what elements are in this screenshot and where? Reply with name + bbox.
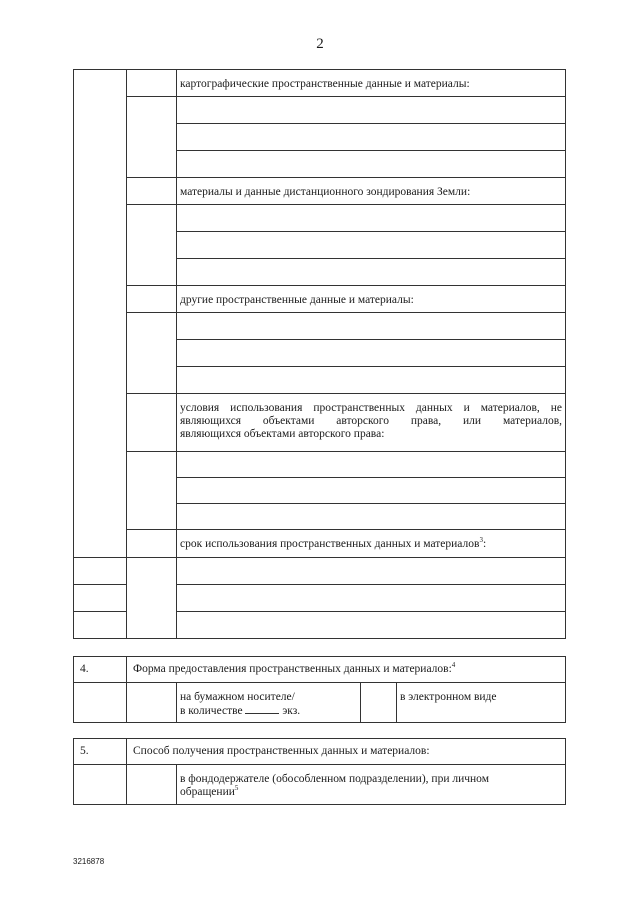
checkbox-cell[interactable]: [127, 178, 177, 205]
checkbox-cell[interactable]: [127, 286, 177, 313]
usage-term-line-3[interactable]: [177, 612, 566, 639]
electronic-option: в электронном виде: [397, 683, 566, 723]
other-data-side-cell: [127, 313, 177, 394]
usage-term-label: [177, 530, 566, 558]
in-person-option: [177, 765, 566, 805]
usage-term-line-2[interactable]: [177, 585, 566, 612]
cartographic-label: картографические пространственные данные и материалы:: [177, 70, 566, 97]
remote-sensing-line-2[interactable]: [177, 232, 566, 259]
usage-conditions-line-a[interactable]: [177, 452, 566, 478]
usage-conditions-label: [177, 394, 566, 452]
checkbox-cell[interactable]: [127, 530, 177, 558]
usage-conditions-line-1: условия использования пространственных данных и материалов, не: [180, 402, 562, 414]
remote-sensing-side-cell: [127, 205, 177, 286]
paper-quantity-field[interactable]: [245, 704, 279, 714]
usage-term-text: срок использования пространственных данных и материалов: [180, 538, 480, 550]
paper-quantity-suffix: экз.: [282, 705, 301, 717]
section-4-blank-cell: [74, 683, 127, 723]
section-5-number: 5.: [74, 739, 127, 765]
footnote-3: 3: [479, 536, 483, 544]
in-person-option-line-2: [180, 786, 562, 799]
spatial-data-table: [73, 69, 566, 639]
cartographic-line-1[interactable]: [177, 97, 566, 124]
in-person-option-line-1: в фондодержателе (обособленном подразделении), при личном: [180, 773, 489, 785]
section-number-cell-bottom: [74, 558, 127, 585]
footnote-5: 5: [234, 784, 239, 792]
checkbox-cell[interactable]: [127, 394, 177, 452]
other-data-label: другие пространственные данные и материалы:: [177, 286, 566, 313]
page-number: 2: [316, 36, 324, 52]
section-4-title: [127, 657, 566, 683]
remote-sensing-line-3[interactable]: [177, 259, 566, 286]
usage-term-colon: :: [482, 538, 487, 550]
in-person-option-text: обращении: [180, 786, 235, 798]
usage-conditions-side-cell: [127, 452, 177, 530]
electronic-checkbox[interactable]: [361, 683, 397, 723]
section-4-title-text: Форма предоставления пространственных данных и материалов:: [133, 663, 452, 675]
usage-term-line-1[interactable]: [177, 558, 566, 585]
remote-sensing-label: материалы и данные дистанционного зондирования Земли:: [177, 178, 566, 205]
section-5-blank-cell: [74, 765, 127, 805]
cartographic-line-2[interactable]: [177, 124, 566, 151]
usage-conditions-line-c[interactable]: [177, 504, 566, 530]
section-5-title: Способ получения пространственных данных и материалов:: [127, 739, 566, 765]
other-data-line-1[interactable]: [177, 313, 566, 340]
usage-conditions-line-3: являющихся объектами авторского права:: [180, 428, 385, 440]
section-4-number: 4.: [74, 657, 127, 683]
section-number-cell: [74, 70, 127, 558]
section-number-cell-bottom-2: [74, 585, 127, 612]
usage-conditions-line-2: являющихся объектами авторского права, или материалов,: [180, 415, 562, 427]
cartographic-line-3[interactable]: [177, 151, 566, 178]
paper-option-line-1: на бумажном носителе/: [180, 691, 295, 703]
remote-sensing-line-1[interactable]: [177, 205, 566, 232]
usage-term-side-cell: [127, 558, 177, 639]
in-person-checkbox[interactable]: [127, 765, 177, 805]
method-of-receipt-table: [73, 738, 566, 805]
cartographic-side-cell: [127, 97, 177, 178]
paper-quantity-prefix: в количестве: [180, 705, 243, 717]
section-number-cell-bottom-3: [74, 612, 127, 639]
paper-option: [177, 683, 361, 723]
footnote-4: 4: [451, 661, 456, 669]
other-data-line-2[interactable]: [177, 340, 566, 367]
paper-option-line-2: [180, 704, 357, 718]
paper-checkbox[interactable]: [127, 683, 177, 723]
usage-conditions-line-b[interactable]: [177, 478, 566, 504]
checkbox-cell[interactable]: [127, 70, 177, 97]
form-of-provision-table: [73, 656, 566, 723]
document-code: 3216878: [73, 857, 105, 866]
other-data-line-3[interactable]: [177, 367, 566, 394]
